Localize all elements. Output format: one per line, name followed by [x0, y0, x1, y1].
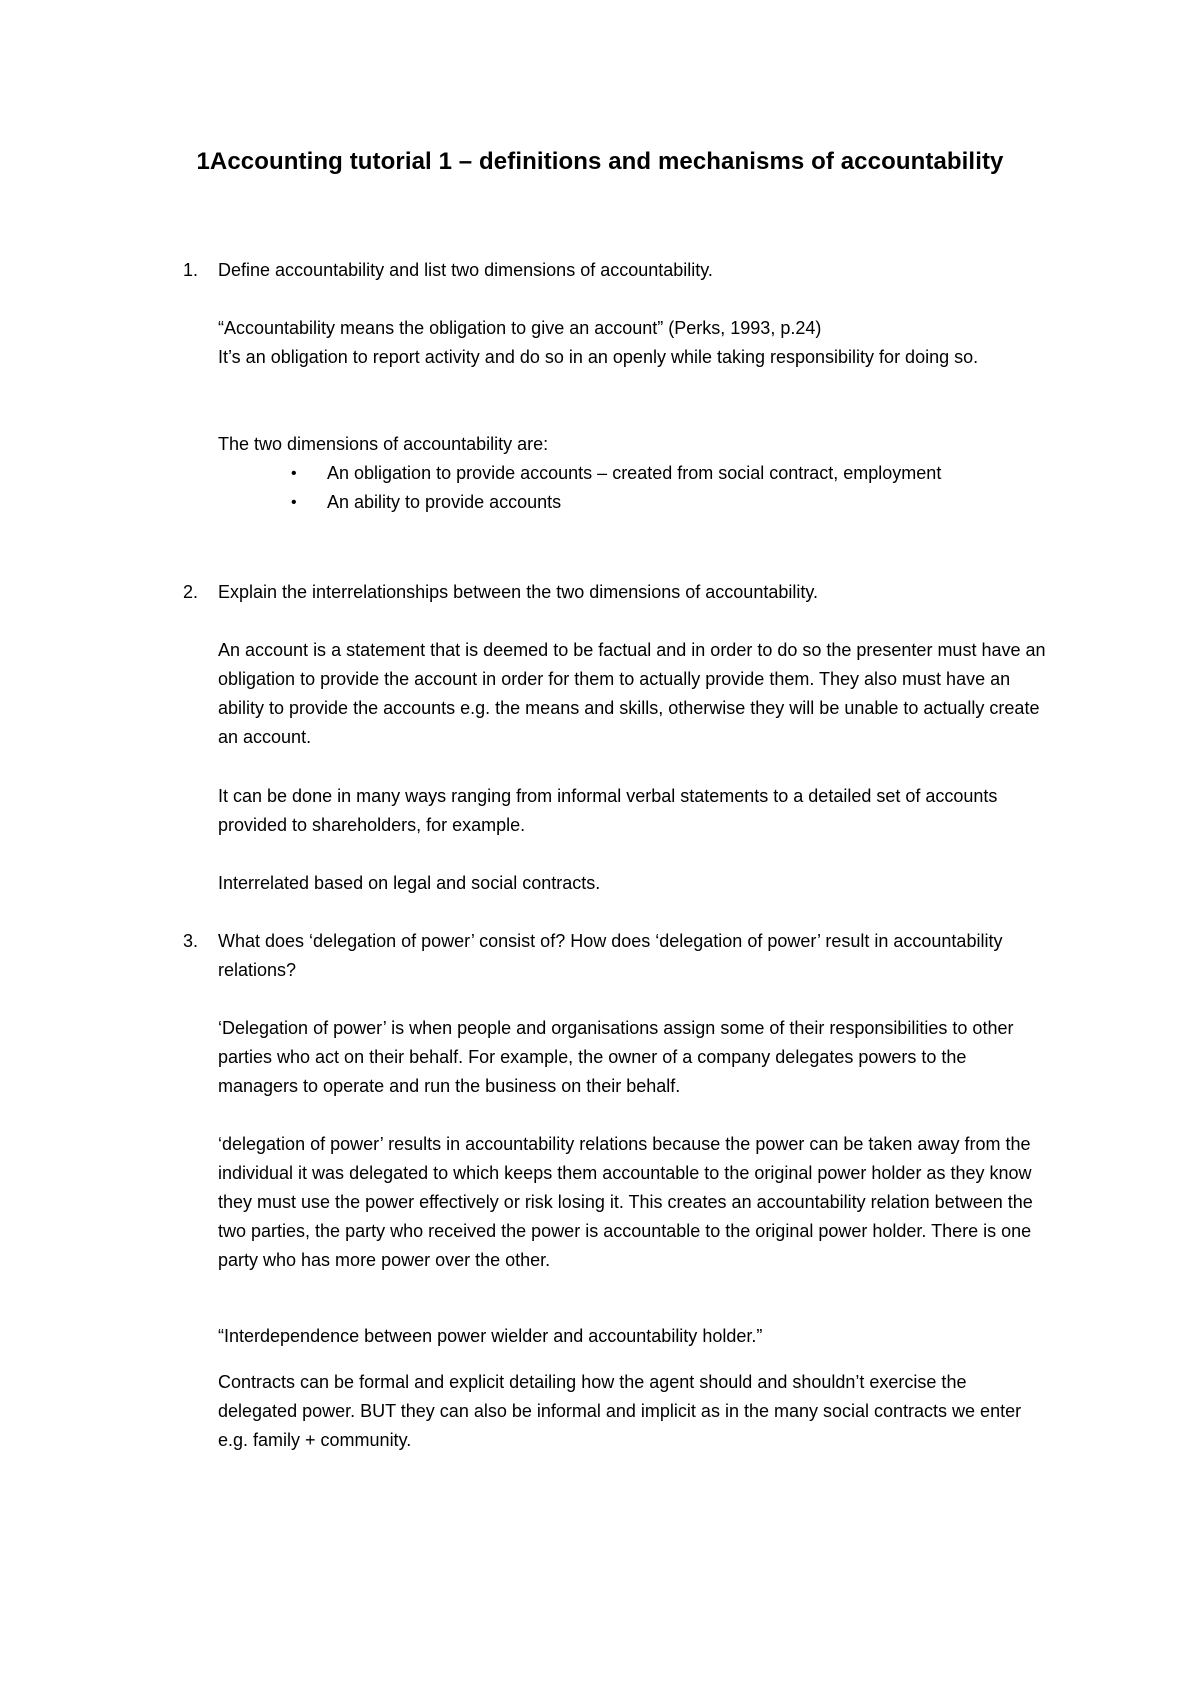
- question-3-number: 3.: [183, 931, 199, 951]
- q1-paragraph-1: It’s an obligation to report activity and do so in an openly while taking responsibility for doing so.: [218, 347, 979, 367]
- q1-bullet-2: An ability to provide accounts: [327, 492, 562, 512]
- question-3-text: What does ‘delegation of power’ consist of? How does ‘delegation of power’ result in accountability relations?: [218, 931, 1003, 980]
- bullet-icon: •: [291, 465, 297, 482]
- bullet-icon: •: [291, 494, 297, 511]
- document-title: 1Accounting tutorial 1 – definitions and mechanisms of accountability: [196, 148, 1004, 175]
- question-1-text: Define accountability and list two dimensions of accountability.: [218, 260, 713, 280]
- q3-paragraph-1: ‘Delegation of power’ is when people and organisations assign some of their responsibilities to other parties who act on their behalf. For example, the owner of a company delegates powers to the managers to operate and run the business on their behalf.: [218, 1018, 1014, 1096]
- q1-dimensions-intro: The two dimensions of accountability are:: [218, 434, 549, 454]
- q2-paragraph-1: An account is a statement that is deemed to be factual and in order to do so the presenter must have an obligation to provide the account in order for them to actually provide them. They also must have an ability to provide the accounts e.g. the means and skills, otherwise they will be unable to actually create an account.: [218, 640, 1046, 747]
- question-1-number: 1.: [183, 260, 199, 280]
- q3-paragraph-2: ‘delegation of power’ results in accountability relations because the power can be taken away from the individual it was delegated to which keeps them accountable to the original power holder as they know they must use the power effectively or risk losing it. This creates an accountability relation between the two parties, the party who received the power is accountable to the original power holder. There is one party who has more power over the other.: [218, 1134, 1033, 1270]
- q2-paragraph-3: Interrelated based on legal and social contracts.: [218, 873, 601, 893]
- q1-bullet-1: An obligation to provide accounts – created from social contract, employment: [327, 463, 942, 483]
- q1-quote: “Accountability means the obligation to give an account” (Perks, 1993, p.24): [218, 318, 822, 338]
- q3-quote: “Interdependence between power wielder and accountability holder.”: [218, 1326, 763, 1346]
- question-2-text: Explain the interrelationships between the two dimensions of accountability.: [218, 582, 819, 602]
- question-2-number: 2.: [183, 582, 199, 602]
- q2-paragraph-2: It can be done in many ways ranging from informal verbal statements to a detailed set of accounts provided to shareholders, for example.: [218, 786, 998, 835]
- q3-paragraph-3: Contracts can be formal and explicit detailing how the agent should and shouldn’t exercise the delegated power. BUT they can also be informal and implicit as in the many social contracts we enter e.g. family + community.: [218, 1372, 1022, 1450]
